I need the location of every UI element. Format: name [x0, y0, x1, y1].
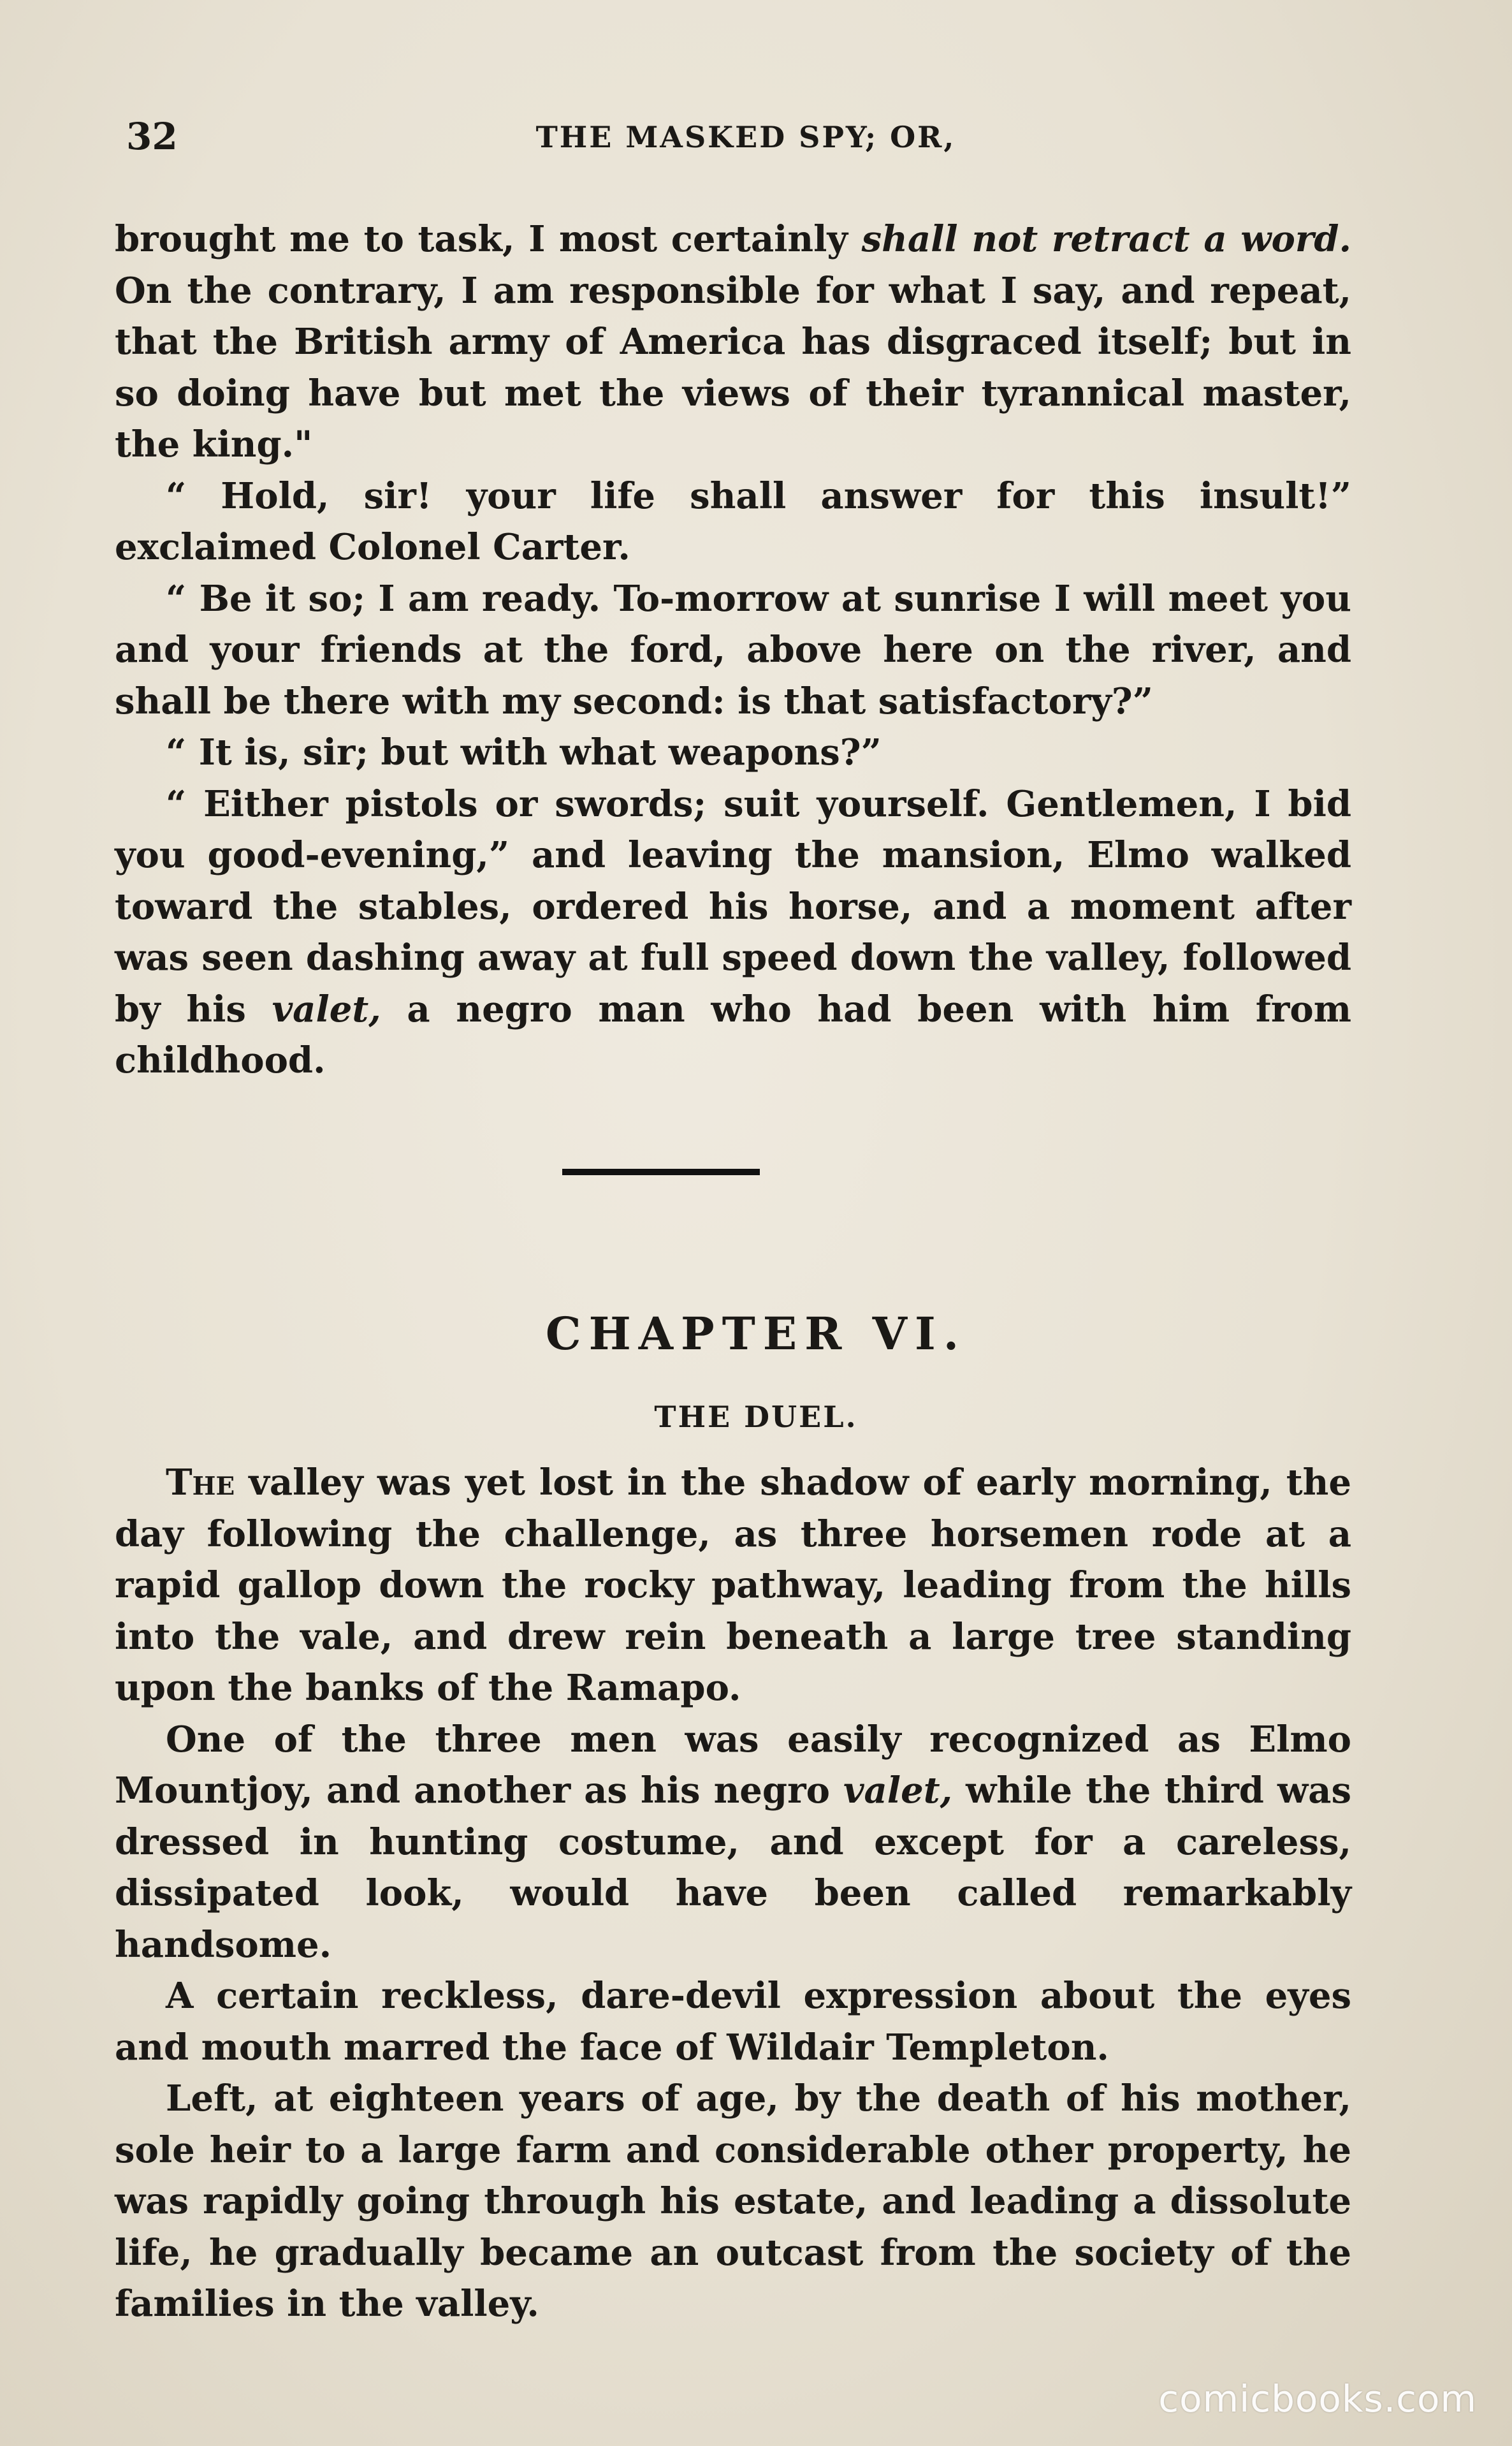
paragraph — [115, 1970, 1351, 2073]
body-text-chapter — [115, 1457, 1351, 2330]
text-run: Left, at eighteen years of age, by the death of his mother, sole heir to a large farm and considerable other property, he was rapidly going through his estate, and leading a dissolute life, he gradually became an outcast from the society of the families in the valley. — [115, 2077, 1351, 2325]
text-run: A certain reckless, dare-devil expression about the eyes and mouth marred the face of Wildair Templeton. — [115, 1975, 1351, 2069]
page-number: 32 — [126, 115, 178, 158]
text-run: “ It is, sir; but with what weapons?” — [166, 731, 882, 773]
chapter-subtitle: THE DUEL. — [654, 1400, 858, 1434]
text-run: a negro man who had been with him from childhood. — [115, 988, 1352, 1081]
paragraph — [115, 779, 1351, 1087]
paragraph — [115, 573, 1351, 728]
text-run: One of the three men was easily recognized as Elmo Mountjoy, and another as his negro — [115, 1718, 1351, 1812]
italic-text: valet, — [272, 988, 381, 1030]
paragraph — [115, 214, 1351, 471]
text-run: On the contrary, I am responsible for what I say, and repeat, that the British army of America has disgraced itself; but in so doing have but met the views of their tyrannical master, the king." — [115, 269, 1351, 465]
italic-text: shall not retract a word. — [861, 218, 1351, 260]
paragraph — [115, 1714, 1351, 1971]
text-run: “ Either pistols or swords; suit yourself. Gentlemen, I bid you good-evening,” and leaving the mansion, Elmo walked toward the stables, ordered his horse, and a moment after was seen dashing away at full speed down the valley, followed by his — [115, 782, 1351, 1030]
text-run: “ Hold, sir! your life shall answer for this insult!” exclaimed Colonel Carter. — [115, 474, 1351, 568]
paragraph — [115, 1457, 1351, 1714]
text-run: The — [166, 1461, 235, 1504]
paragraph — [115, 471, 1351, 573]
chapter-heading: CHAPTER VI. — [545, 1307, 967, 1360]
text-run: brought me to task, I most certainly — [115, 218, 862, 260]
paragraph — [115, 2073, 1351, 2330]
italic-text: valet, — [843, 1769, 953, 1812]
text-run: “ Be it so; I am ready. To-morrow at sunrise I will meet you and your friends at the ford, above here on the river, and shall be there with my second: is that satisfactory?” — [115, 577, 1351, 722]
running-title: THE MASKED SPY; OR, — [535, 120, 956, 154]
body-text-before-chapter — [115, 214, 1351, 1087]
text-run: valley was yet lost in the shadow of early morning, the day following the challenge, as three horsemen rode at a rapid gallop down the rocky pathway, leading from the hills into the vale, and drew rein beneath a large tree standing upon the banks of the Ramapo. — [115, 1461, 1351, 1709]
watermark-text: comicbooks.com — [1158, 2377, 1477, 2420]
section-divider — [562, 1169, 760, 1175]
paragraph — [115, 727, 1351, 779]
text-run: while the third was dressed in hunting costume, and except for a careless, dissipated look, would have been called remarkably handsome. — [115, 1769, 1351, 1966]
page-header — [121, 115, 1370, 166]
